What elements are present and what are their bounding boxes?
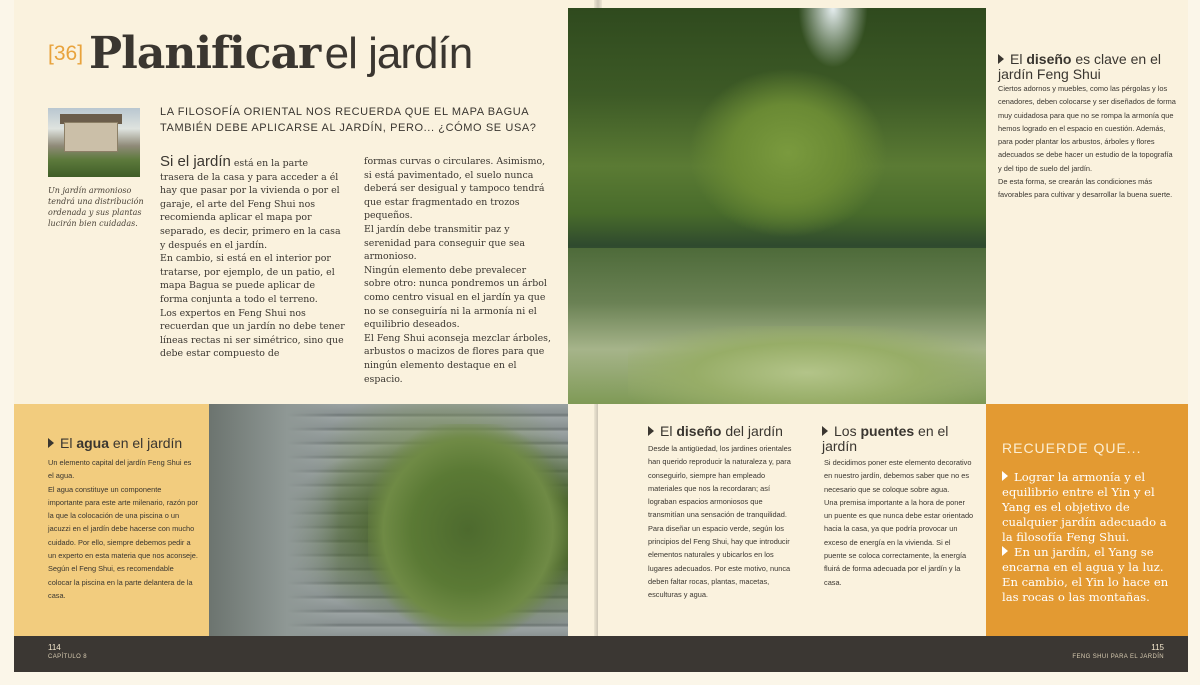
body-lead: Si el jardín	[160, 153, 231, 170]
recuerde-list	[1002, 470, 1178, 605]
title-number: [36]	[48, 42, 84, 65]
recuerde-title: RECUERDE QUE...	[1002, 440, 1142, 456]
left-page-number: 114	[48, 643, 61, 652]
right-footer	[598, 636, 1188, 672]
puentes-p1: Si decidimos poner este elemento decorativo en nuestro jardín, debemos saber que no es necesario que se coloque sobre agua.	[824, 458, 972, 494]
body-p4: formas curvas o circulares. Asimismo, si está pavimentado, el suelo nunca deberá ser desigual y tampoco tendrá que estar fragmentado en trozos pequeños.	[364, 156, 546, 222]
puentes-title: Los puentes en el jardín	[822, 423, 949, 454]
bullet-icon	[48, 438, 54, 448]
page-title	[48, 28, 472, 79]
diseno-p1: Desde la antigüedad, los jardines orientales han querido reproducir la naturaleza y, para conseguirlo, siempre han empleado materiales que nos la recordaran; así lograban espacios armoniosos que transmitían una sensación de tranquilidad.	[648, 444, 792, 520]
right-margin-strip	[598, 404, 636, 636]
chapter-label: CAPÍTULO 8	[48, 654, 88, 660]
left-footer	[14, 636, 598, 672]
title-rest: el jardín	[324, 29, 473, 78]
stone-wall	[209, 404, 339, 636]
recuerde-item-2: En un jardín, el Yang se encarna en el agua y la luz. En cambio, el Yin lo hace en las rocas o las montañas.	[1002, 545, 1169, 604]
recuerde-box	[986, 404, 1188, 636]
diseno-text	[648, 442, 798, 602]
diseno-box	[636, 404, 808, 636]
agua-p3: Según el Feng Shui, es recomendable colocar la piscina en la parte delantera de la casa.	[48, 564, 193, 600]
intro-text: LA FILOSOFÍA ORIENTAL NOS RECUERDA QUE EL MAPA BAGUA TAMBIÉN DEBE APLICARSE AL JARDÍN, PERO... ¿CÓMO SE USA?	[160, 106, 537, 134]
ivy-foliage	[368, 424, 568, 636]
agua-p1: Un elemento capital del jardín Feng Shui es el agua.	[48, 458, 192, 481]
bullet-icon	[648, 426, 654, 436]
clave-p1: Ciertos adornos y muebles, como las pérgolas y los cenadores, deben colocarse y ser diseñados de forma muy cuidadosa para que no se rompa la armonía que hemos logrado en el espacio en cuestión. Además, para poder plantar los arbustos, árboles y flores adecuados se debe hacer un estudio de la topografía y del tipo de suelo del jardín.	[998, 84, 1176, 173]
running-head: FENG SHUI PARA EL JARDÍN	[1072, 654, 1164, 660]
clave-text	[998, 82, 1176, 202]
diseno-p2: Para diseñar un espacio verde, según los principios del Feng Shui, hay que introducir elementos naturales y ubicarlos en los lugares adecuados. Por este motivo, nunca deben faltar rocas, plantas, macetas, esculturas y agua.	[648, 523, 791, 600]
agua-title: El agua en el jardín	[48, 436, 198, 451]
body-column-1	[160, 155, 345, 361]
garden-pond-photo	[568, 8, 986, 404]
body-p7: El Feng Shui aconseja mezclar árboles, arbustos o macizos de flores para que ningún elemento destaque en el espacio.	[364, 332, 551, 385]
bullet-icon	[822, 426, 828, 436]
clave-title: El diseño es clave en el jardín Feng Shui	[998, 51, 1161, 82]
body-p1: está en la parte trasera de la casa y para acceder a él hay que pasar por la vivienda o por el garaje, el arte del Feng Shui nos recomienda aplicar el mapa por separado, es decir, primero en la casa y después en el jardín.	[160, 158, 341, 251]
right-page-number: 115	[1151, 643, 1164, 652]
bullet-icon	[998, 54, 1004, 64]
house-photo	[48, 108, 140, 177]
agua-p2: El agua constituye un componente importante para este arte milenario, razón por la que la colocación de una piscina o un jacuzzi en el jardín debe hacerse con mucho cuidado. Por ello, siempre debemos pedir a un experto en esta materia que nos aconseje.	[48, 484, 198, 561]
puentes-text	[824, 456, 974, 589]
puentes-box	[808, 404, 986, 636]
puentes-p2: Una premisa importante a la hora de poner un puente es que nunca debe estar orientado hacia la casa, ya que podría provocar un exceso de energía en la vivienda. Si el puente se coloca correctamente, la energía fluirá de forma adecuada por el jardín y la casa.	[824, 497, 974, 587]
photo-caption: Un jardín armonioso tendrá una distribución ordenada y sus plantas lucirán bien cuidadas.	[48, 186, 144, 228]
body-p3: Los expertos en Feng Shui nos recuerdan que un jardín no debe tener líneas rectas ni ser simétrico, sino que debe estar compuesto de	[160, 307, 345, 360]
stone-stairs-photo	[209, 404, 568, 636]
water-lily-pads	[628, 326, 986, 404]
clave-box	[986, 8, 1184, 404]
body-column-2	[364, 155, 554, 386]
clave-p2: De esta forma, se crearán las condiciones más favorables para cultivar y desarrollar la buena suerte.	[998, 177, 1173, 200]
body-p5: El jardín debe transmitir paz y serenidad para conseguir que sea armonioso.	[364, 223, 525, 263]
title-bold-word: Planificar	[89, 28, 321, 79]
agua-box	[14, 404, 209, 636]
house-facade	[64, 122, 118, 152]
body-p6: Ningún elemento debe prevalecer sobre otro: nunca pondremos un árbol como centro visual en el jardín ya que no se conseguiría ni la armonía ni el equilibrio deseados.	[364, 264, 547, 331]
diseno-title: El diseño del jardín	[648, 424, 798, 439]
bullet-icon	[1002, 546, 1008, 556]
agua-text	[48, 456, 198, 602]
recuerde-item-1: Lograr la armonía y el equilibrio entre el Yin y el Yang es el objetivo de cualquier jardín adecuado a la filosofía Feng Shui.	[1002, 470, 1167, 544]
body-p2: En cambio, si está en el interior por tratarse, por ejemplo, de un patio, el mapa Bagua se puede aplicar de forma conjunta a todo el terreno.	[160, 253, 335, 305]
bullet-icon	[1002, 471, 1008, 481]
willow-tree	[688, 68, 888, 238]
sky-gap	[798, 8, 868, 68]
